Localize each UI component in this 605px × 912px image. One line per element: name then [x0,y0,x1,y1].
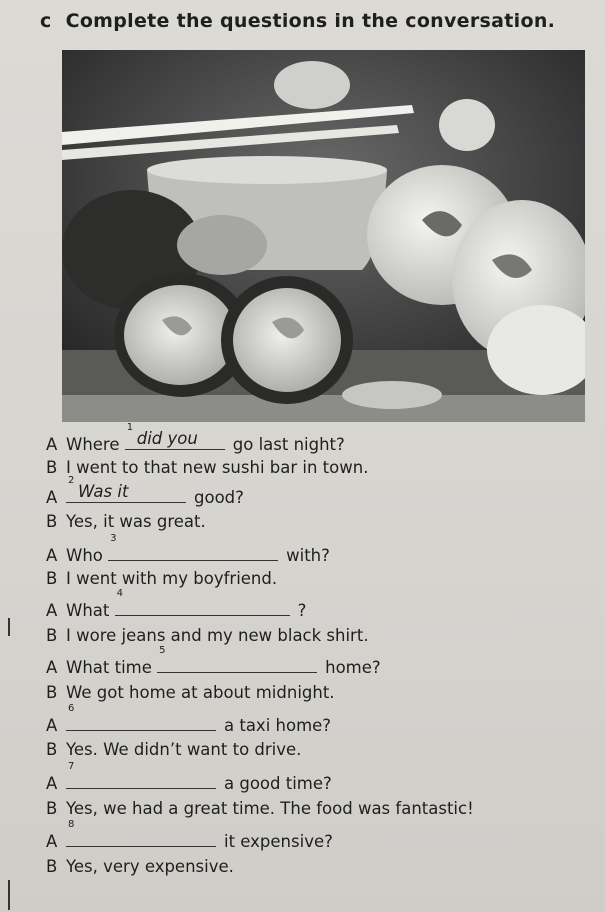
answer-blank[interactable] [66,475,186,503]
margin-mark [8,618,10,636]
speaker-label: B [46,626,58,645]
speaker-label: B [46,569,58,588]
sushi-illustration [62,50,585,422]
speaker-label: B [46,799,58,818]
question-line [46,645,381,677]
reply-text: I went with my boyfriend. [66,569,278,588]
question-line [46,475,244,507]
question-start: Who [66,546,109,565]
reply-text: Yes, we had a great time. The food was fantastic! [66,799,474,818]
speaker-label: B [46,512,58,531]
speaker-label: B [46,458,58,477]
answer-line [46,626,369,645]
question-end: a good time? [224,774,332,793]
speaker-label: A [46,488,58,507]
handwritten-answer: Was it [78,482,129,501]
speaker-label: B [46,740,58,759]
question-end: a taxi home? [224,716,332,735]
handwritten-answer: did you [136,429,198,448]
answer-blank[interactable] [125,422,225,450]
question-end: good? [194,488,244,507]
question-start: What [66,601,115,620]
speaker-label: A [46,435,58,454]
exercise-letter: c [40,10,52,32]
answer-blank[interactable] [108,533,278,561]
question-end: go last night? [232,435,345,454]
margin-mark [8,880,10,910]
blank-number: 8 [68,819,75,830]
answer-line [46,740,301,759]
speaker-label: B [46,683,58,702]
exercise-instruction: Complete the questions in the conversation. [65,10,556,32]
blank-number: 1 [126,422,134,433]
answer-blank[interactable] [115,588,290,616]
speaker-label: A [46,546,58,565]
question-end: with? [286,546,330,565]
reply-text: Yes. We didn’t want to drive. [66,740,302,759]
question-end: home? [325,658,381,677]
answer-line [46,512,206,531]
exercise-heading [40,10,555,32]
answer-line [46,857,234,876]
question-end: ? [297,601,307,620]
question-line [46,422,345,454]
answer-blank[interactable] [66,761,216,789]
answer-blank[interactable] [66,819,216,847]
answer-line [46,569,277,588]
answer-line [46,683,335,702]
blank-number: 3 [110,533,117,544]
reply-text: We got home at about midnight. [66,683,335,702]
reply-text: I went to that new sushi bar in town. [66,458,369,477]
blank-number: 2 [68,475,75,486]
reply-text: I wore jeans and my new black shirt. [66,626,369,645]
question-line [46,703,332,735]
blank-number: 6 [68,703,75,714]
question-start: Where [66,435,125,454]
answer-line [46,799,474,818]
sushi-photo [62,50,585,422]
blank-number: 5 [159,645,166,656]
speaker-label: A [46,774,58,793]
question-line [46,533,330,565]
blank-number: 7 [68,761,75,772]
question-line [46,761,332,793]
speaker-label: A [46,601,58,620]
speaker-label: B [46,857,58,876]
question-line [46,588,307,620]
answer-blank[interactable] [157,645,317,673]
question-end: it expensive? [224,832,333,851]
speaker-label: A [46,832,58,851]
speaker-label: A [46,658,58,677]
question-line [46,819,333,851]
speaker-label: A [46,716,58,735]
reply-text: Yes, it was great. [66,512,206,531]
reply-text: Yes, very expensive. [66,857,234,876]
blank-number: 4 [116,588,123,599]
question-start: What time [66,658,158,677]
answer-blank[interactable] [66,703,216,731]
answer-line [46,458,368,477]
